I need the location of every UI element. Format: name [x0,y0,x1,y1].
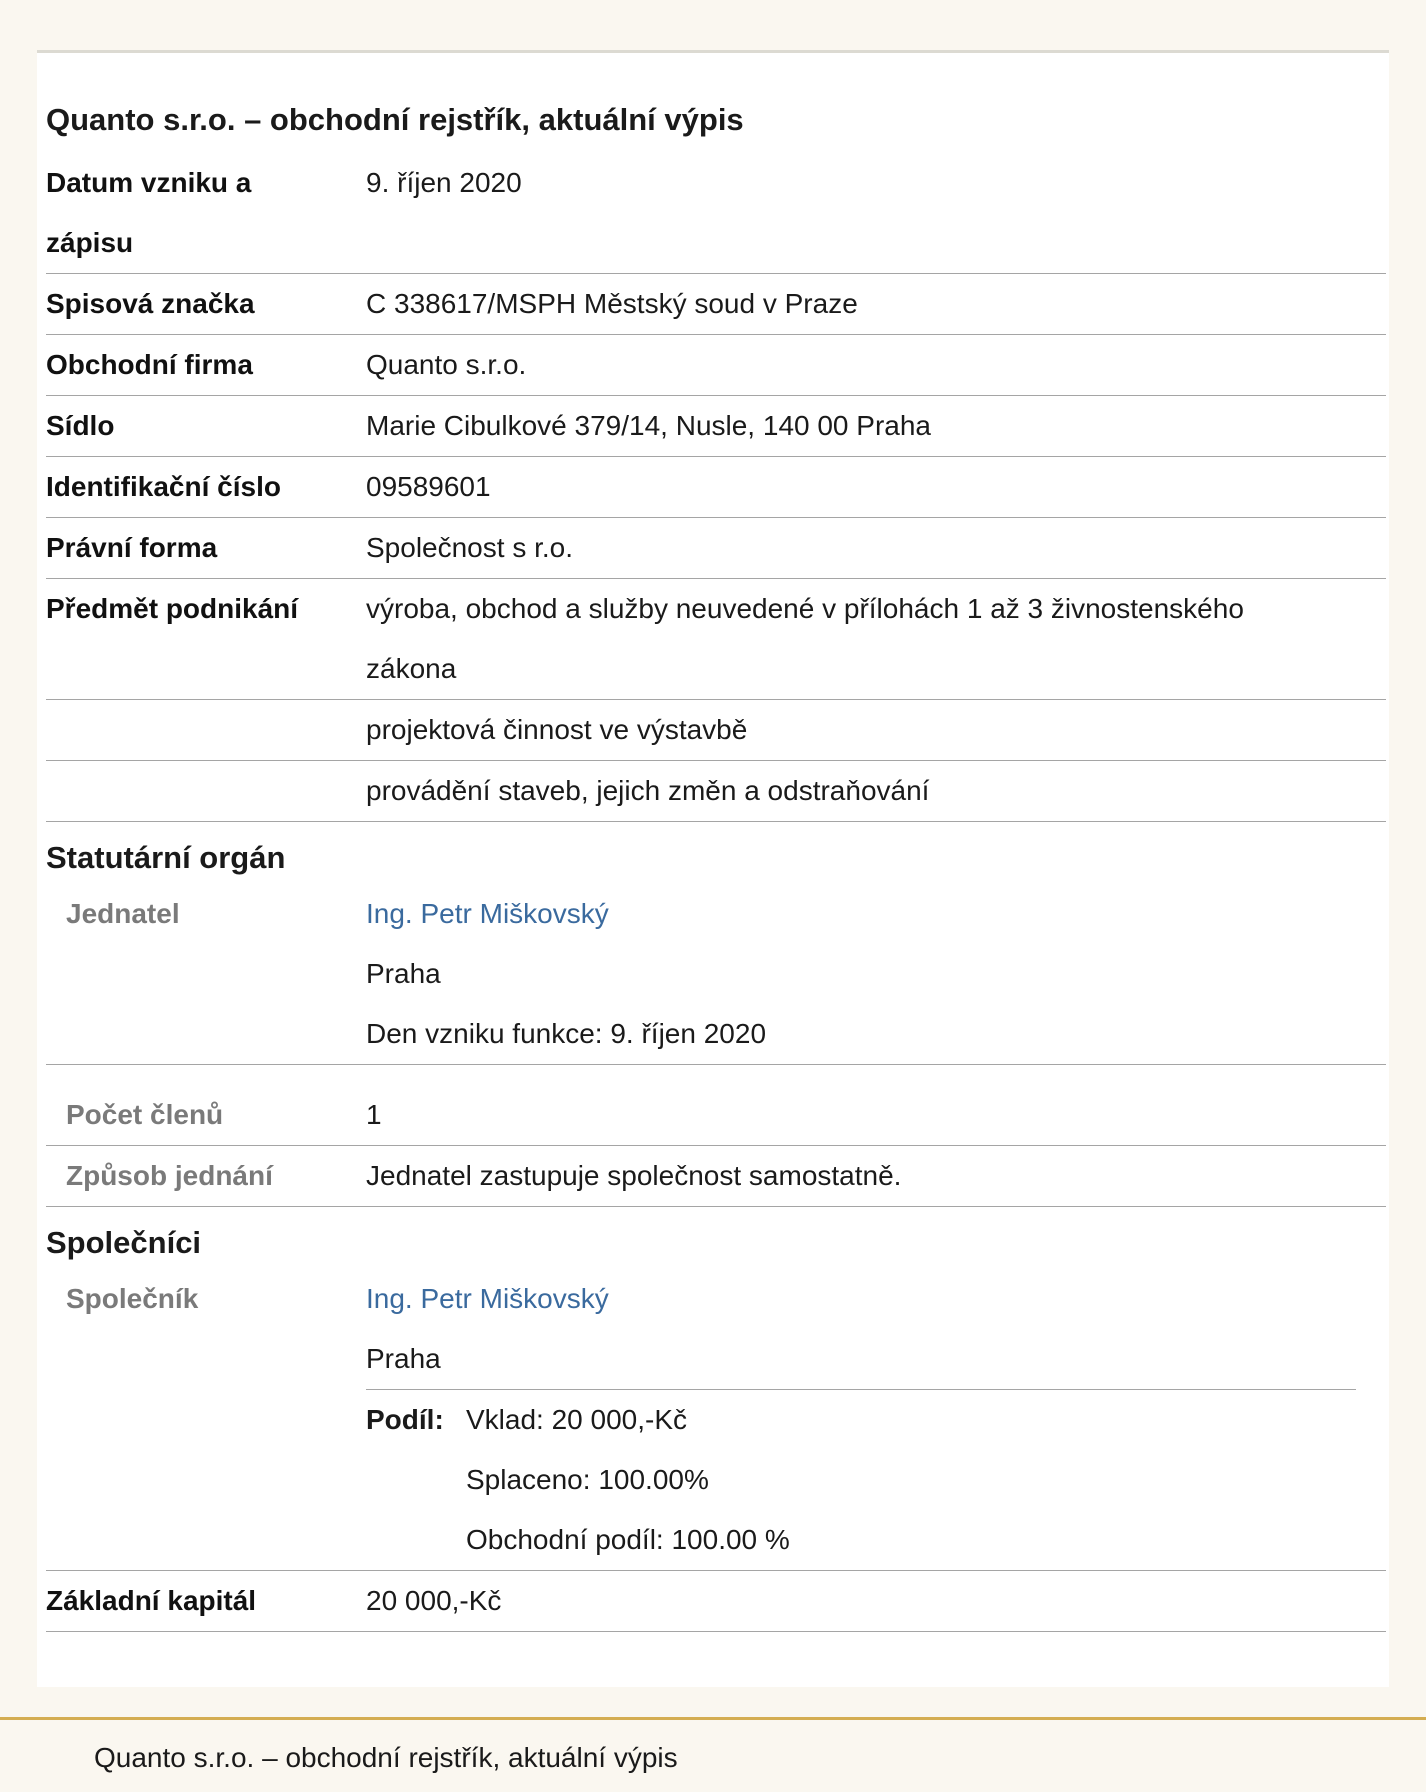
firma-value: Quanto s.r.o. [366,349,527,380]
predmet-item: výroba, obchod a služby neuvedené v přílohách 1 až 3 živnostenského zákona [366,593,1244,684]
podil-splaceno: Splaceno: 100.00% [466,1464,709,1495]
section-spolecnici: Společníci [46,1225,202,1260]
sidlo-label: Sídlo [46,410,115,441]
jednatel-since: Den vzniku funkce: 9. říjen 2020 [366,1018,767,1049]
zpusob-label: Způsob jednání [66,1160,273,1191]
sidlo-value: Marie Cibulkové 379/14, Nusle, 140 00 Praha [366,410,932,441]
row-sidlo [46,396,1386,457]
datum-label: Datum vzniku a zápisu [46,167,252,258]
row-predmet-podnikani-3 [46,761,1386,822]
row-jednatel [46,884,1386,1065]
podil-vklad: Vklad: 20 000,-Kč [466,1404,688,1435]
forma-value: Společnost s r.o. [366,532,574,563]
row-zakladni-kapital [46,1571,1386,1632]
spisova-label: Spisová značka [46,288,255,319]
predmet-item: projektová činnost ve výstavbě [366,714,748,745]
row-zpusob-jednani [46,1146,1386,1207]
row-identifikacni-cislo [46,457,1386,518]
kapital-value: 20 000,-Kč [366,1585,502,1616]
footer-divider [0,1717,1426,1720]
forma-label: Právní forma [46,532,218,563]
row-pravni-forma [46,518,1386,579]
predmet-label: Předmět podnikání [46,593,299,624]
spolecnik-city: Praha [366,1343,441,1374]
predmet-item: provádění staveb, jejich změn a odstraňování [366,775,930,806]
firma-label: Obchodní firma [46,349,253,380]
row-spisova-znacka [46,274,1386,335]
ic-value: 09589601 [366,471,491,502]
zpusob-value: Jednatel zastupuje společnost samostatně. [366,1160,902,1191]
kapital-label: Základní kapitál [46,1585,257,1616]
podil-block [366,1389,1356,1570]
jednatel-label: Jednatel [66,898,180,929]
footer-title: Quanto s.r.o. – obchodní rejstřík, aktuální výpis [94,1742,678,1773]
jednatel-city: Praha [366,958,441,989]
ic-label: Identifikační číslo [46,471,281,502]
datum-value: 9. říjen 2020 [366,167,522,198]
pocet-value: 1 [366,1099,382,1130]
row-predmet-podnikani-2 [46,700,1386,761]
section-statutarni-organ: Statutární orgán [46,840,286,875]
podil-label: Podíl: [366,1404,444,1435]
podil-obchodni: Obchodní podíl: 100.00 % [466,1524,790,1555]
row-predmet-podnikani [46,579,1386,700]
spolecnik-label: Společník [66,1283,199,1314]
row-obchodni-firma [46,335,1386,396]
row-datum-vzniku [46,153,1386,274]
spolecnik-name-link[interactable]: Ing. Petr Miškovský [366,1283,609,1314]
row-pocet-clenu [46,1065,1386,1146]
pocet-label: Počet členů [66,1099,224,1130]
spisova-value: C 338617/MSPH Městský soud v Praze [366,288,858,319]
row-spolecnik [46,1269,1386,1571]
jednatel-name-link[interactable]: Ing. Petr Miškovský [366,898,609,929]
register-table [46,153,1386,1632]
page-title: Quanto s.r.o. – obchodní rejstřík, aktuální výpis [46,102,744,137]
